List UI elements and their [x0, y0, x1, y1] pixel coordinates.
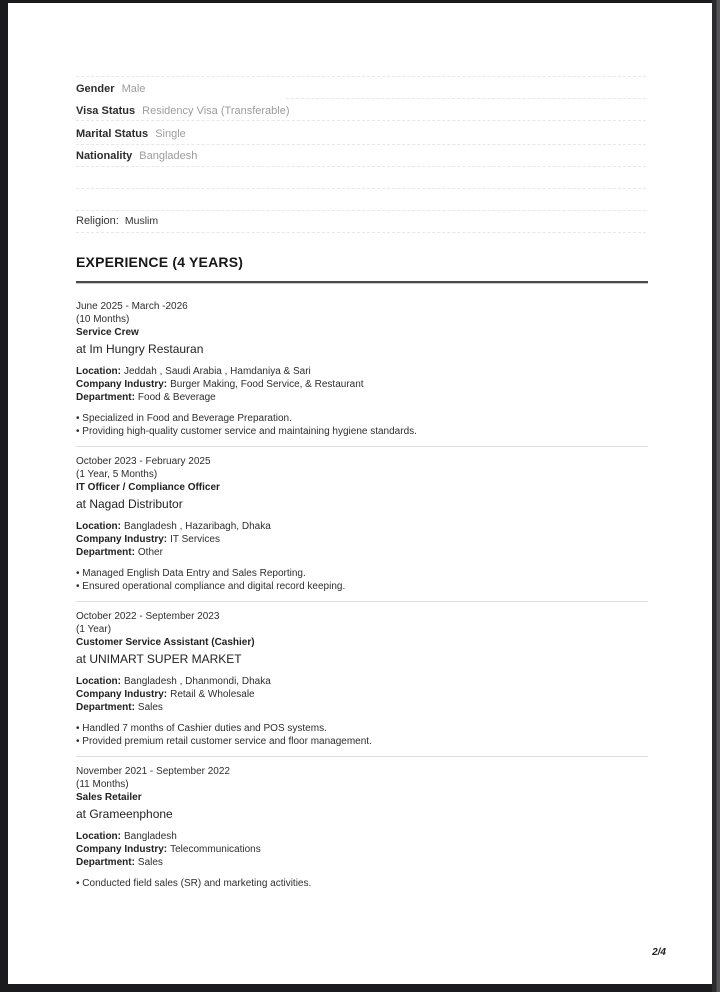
location-value: Bangladesh , Hazaribagh, Dhaka — [124, 521, 271, 532]
entry-department-row — [76, 856, 648, 869]
entry-date-range: June 2025 - March -2026 — [76, 301, 188, 312]
entry-job-title: Sales Retailer — [76, 792, 142, 803]
gender-value: Male — [121, 83, 146, 95]
department-label: Department: — [76, 702, 135, 713]
experience-entry — [76, 455, 648, 593]
entry-bullets — [76, 412, 648, 438]
entry-department-row — [76, 546, 648, 559]
personal-row-gender — [76, 82, 652, 96]
department-value: Other — [137, 547, 163, 558]
department-value: Sales — [137, 857, 163, 868]
entry-bullets — [76, 877, 648, 890]
experience-section — [76, 253, 648, 890]
entry-industry-row — [76, 533, 648, 546]
entry-duration: (1 Year, 5 Months) — [76, 469, 158, 480]
personal-row-visa-status — [76, 104, 652, 118]
industry-label: Company Industry: — [76, 379, 168, 390]
entry-duration: (10 Months) — [76, 314, 130, 325]
entry-location-row — [76, 365, 648, 378]
department-label: Department: — [76, 392, 135, 403]
department-value: Food & Beverage — [137, 392, 216, 403]
entry-location-row — [76, 520, 648, 533]
entry-company: at Nagad Distributor — [76, 497, 183, 511]
entry-bullets — [76, 722, 648, 748]
department-value: Sales — [137, 702, 163, 713]
window-right-edge — [712, 0, 720, 992]
entry-location-row — [76, 830, 648, 843]
bullet-item: • Provided premium retail customer service and floor management. — [76, 735, 648, 748]
redacted-line — [286, 98, 646, 99]
gender-label: Gender — [76, 83, 115, 95]
entry-meta — [76, 365, 648, 404]
location-label: Location: — [76, 521, 121, 532]
department-label: Department: — [76, 857, 135, 868]
entry-department-row — [76, 391, 648, 404]
industry-value: IT Services — [170, 534, 220, 545]
entry-company: at UNIMART SUPER MARKET — [76, 652, 242, 666]
entry-divider — [76, 446, 648, 447]
industry-label: Company Industry: — [76, 689, 168, 700]
marital-status-label: Marital Status — [76, 128, 149, 140]
location-value: Jeddah , Saudi Arabia , Hamdaniya & Sari — [124, 366, 311, 377]
location-label: Location: — [76, 366, 121, 377]
entry-date-range: October 2023 - February 2025 — [76, 456, 211, 467]
visa-status-value: Residency Visa (Transferable) — [142, 105, 290, 117]
bullet-item: • Conducted field sales (SR) and marketing activities. — [76, 877, 648, 890]
location-value: Bangladesh — [124, 831, 177, 842]
entry-location-row — [76, 675, 648, 688]
personal-row-marital-status — [76, 127, 652, 141]
document-page — [8, 3, 712, 984]
visa-status-label: Visa Status — [76, 105, 136, 117]
industry-value: Telecommunications — [170, 844, 261, 855]
entry-job-title: Service Crew — [76, 327, 139, 338]
experience-entry — [76, 610, 648, 748]
redacted-line — [76, 166, 646, 167]
nationality-value: Bangladesh — [139, 150, 198, 162]
bullet-item: • Managed English Data Entry and Sales Reporting. — [76, 567, 648, 580]
industry-label: Company Industry: — [76, 534, 168, 545]
bullet-item: • Providing high-quality customer service and maintaining hygiene standards. — [76, 425, 648, 438]
entry-divider — [76, 756, 648, 757]
marital-status-value: Single — [155, 128, 186, 140]
religion-value: Muslim — [124, 215, 159, 227]
redacted-line — [76, 76, 646, 77]
location-value: Bangladesh , Dhanmondi, Dhaka — [124, 676, 271, 687]
experience-entry — [76, 765, 648, 890]
redacted-line — [76, 232, 646, 233]
experience-heading: EXPERIENCE (4 YEARS) — [76, 254, 244, 270]
religion-label: Religion: — [76, 215, 119, 227]
entry-meta — [76, 830, 648, 869]
entry-meta — [76, 520, 648, 559]
bullet-item: • Handled 7 months of Cashier duties and POS systems. — [76, 722, 648, 735]
entry-divider — [76, 601, 648, 602]
entry-date-range: November 2021 - September 2022 — [76, 766, 230, 777]
nationality-label: Nationality — [76, 150, 133, 162]
entry-duration: (1 Year) — [76, 624, 112, 635]
redacted-line — [76, 188, 646, 189]
experience-entry — [76, 300, 648, 438]
industry-value: Retail & Wholesale — [170, 689, 255, 700]
entry-job-title: IT Officer / Compliance Officer — [76, 482, 220, 493]
entry-company: at Im Hungry Restauran — [76, 342, 204, 356]
entry-industry-row — [76, 378, 648, 391]
personal-row-religion — [76, 214, 652, 228]
section-rule — [76, 281, 648, 284]
industry-label: Company Industry: — [76, 844, 168, 855]
redacted-line — [76, 210, 646, 211]
bullet-item: • Specialized in Food and Beverage Preparation. — [76, 412, 648, 425]
redacted-line — [76, 120, 646, 121]
entry-meta — [76, 675, 648, 714]
entry-company: at Grameenphone — [76, 807, 173, 821]
location-label: Location: — [76, 676, 121, 687]
industry-value: Burger Making, Food Service, & Restaurant — [170, 379, 364, 390]
entry-industry-row — [76, 688, 648, 701]
location-label: Location: — [76, 831, 121, 842]
entry-bullets — [76, 567, 648, 593]
entry-industry-row — [76, 843, 648, 856]
page-number: 2/4 — [652, 947, 666, 958]
redacted-line — [76, 144, 646, 145]
entry-job-title: Customer Service Assistant (Cashier) — [76, 637, 255, 648]
entry-department-row — [76, 701, 648, 714]
personal-row-nationality — [76, 149, 652, 163]
department-label: Department: — [76, 547, 135, 558]
entry-date-range: October 2022 - September 2023 — [76, 611, 220, 622]
bullet-item: • Ensured operational compliance and digital record keeping. — [76, 580, 648, 593]
entry-duration: (11 Months) — [76, 779, 129, 790]
